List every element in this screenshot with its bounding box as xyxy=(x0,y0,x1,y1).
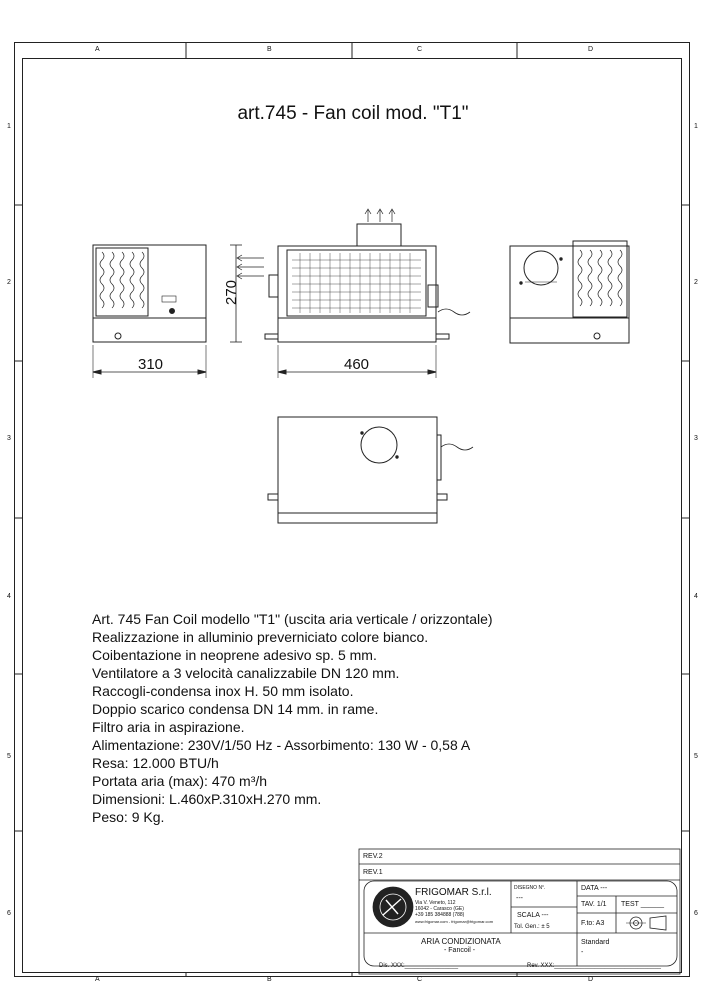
row-label-5-right: 5 xyxy=(694,753,698,760)
description-line: Peso: 9 Kg. xyxy=(92,809,165,825)
product-category: ARIA CONDIZIONATA xyxy=(421,937,501,946)
scala-label: SCALA --- xyxy=(517,912,549,919)
description-line: Alimentazione: 230V/1/50 Hz - Assorbimento: 130 W - 0,58 A xyxy=(92,737,471,753)
row-label-4-left: 4 xyxy=(7,593,11,600)
row-label-1-right: 1 xyxy=(694,123,698,130)
tav-label: TAV. 1/1 xyxy=(581,901,607,908)
col-label-d-top: D xyxy=(588,46,594,53)
description-line: Dimensioni: L.460xP.310xH.270 mm. xyxy=(92,791,322,807)
company-web: www.frigomar.com - frigomar@frigomar.com xyxy=(415,919,494,924)
row-label-2-left: 2 xyxy=(7,279,11,286)
row-label-2-right: 2 xyxy=(694,279,698,286)
col-label-b-top: B xyxy=(267,46,272,53)
side-view-left xyxy=(93,245,206,342)
test-label: TEST ______ xyxy=(621,901,665,908)
rev1-label: REV.1 xyxy=(363,869,383,876)
standard-label: Standard xyxy=(581,939,610,946)
col-label-b-bottom: B xyxy=(267,976,272,983)
dimension-length: 460 xyxy=(344,356,370,373)
description-line: Ventilatore a 3 velocità canalizzabile DN 120 mm. xyxy=(92,665,400,681)
description-line: Portata aria (max): 470 m³/h xyxy=(92,773,268,789)
top-view xyxy=(268,417,473,523)
product-subcategory: - Fancoil - xyxy=(444,947,476,954)
company-name: FRIGOMAR S.r.l. xyxy=(415,887,492,898)
col-label-a-top: A xyxy=(95,46,100,53)
front-view xyxy=(237,209,470,342)
title-block xyxy=(359,849,680,974)
company-phone: +39 185 384888 (788) xyxy=(415,912,465,918)
row-label-3-right: 3 xyxy=(694,435,698,442)
dimension-depth: 310 xyxy=(138,356,164,373)
row-label-3-left: 3 xyxy=(7,435,11,442)
format-label: F.to: A3 xyxy=(581,920,605,927)
side-view-right xyxy=(510,241,629,343)
tolerance-label: Tol. Gen.: ± 5 xyxy=(514,924,550,930)
disegno-label: DISEGNO N°. xyxy=(514,885,546,891)
description-line: Resa: 12.000 BTU/h xyxy=(92,755,219,771)
description-line: Coibentazione in neoprene adesivo sp. 5 mm. xyxy=(92,647,377,663)
description-line: Filtro aria in aspirazione. xyxy=(92,719,245,735)
col-label-a-bottom: A xyxy=(95,976,100,983)
row-label-4-right: 4 xyxy=(694,593,698,600)
description-line: Raccogli-condensa inox H. 50 mm isolato. xyxy=(92,683,354,699)
dimension-height: 270 xyxy=(223,279,241,306)
company-address2: 16042 - Carasco (GE) xyxy=(415,906,464,912)
col-label-c-bottom: C xyxy=(417,976,423,983)
row-label-6-left: 6 xyxy=(7,910,11,917)
row-label-6-right: 6 xyxy=(694,910,698,917)
col-label-c-top: C xyxy=(417,46,423,53)
disegno-value: --- xyxy=(516,895,523,902)
standard-value: - xyxy=(581,949,584,956)
rev2-label: REV.2 xyxy=(363,853,383,860)
description-line: Realizzazione in alluminio preverniciato colore bianco. xyxy=(92,629,429,645)
row-label-5-left: 5 xyxy=(7,753,11,760)
rev-field: Rev. XXX:________________________________ xyxy=(527,963,662,969)
description-line: Doppio scarico condensa DN 14 mm. in rame. xyxy=(92,701,379,717)
dis-field: Dis. XXX:________________ xyxy=(379,963,459,969)
drawing-title: art.745 - Fan coil mod. "T1" xyxy=(237,103,469,124)
description-line: Art. 745 Fan Coil modello "T1" (uscita aria verticale / orizzontale) xyxy=(92,611,493,627)
row-label-1-left: 1 xyxy=(7,123,11,130)
grid-ticks xyxy=(14,42,690,977)
data-label: DATA --- xyxy=(581,885,608,892)
col-label-d-bottom: D xyxy=(588,976,594,983)
company-address1: Via V. Veneto, 112 xyxy=(415,900,456,906)
product-description xyxy=(92,610,493,826)
